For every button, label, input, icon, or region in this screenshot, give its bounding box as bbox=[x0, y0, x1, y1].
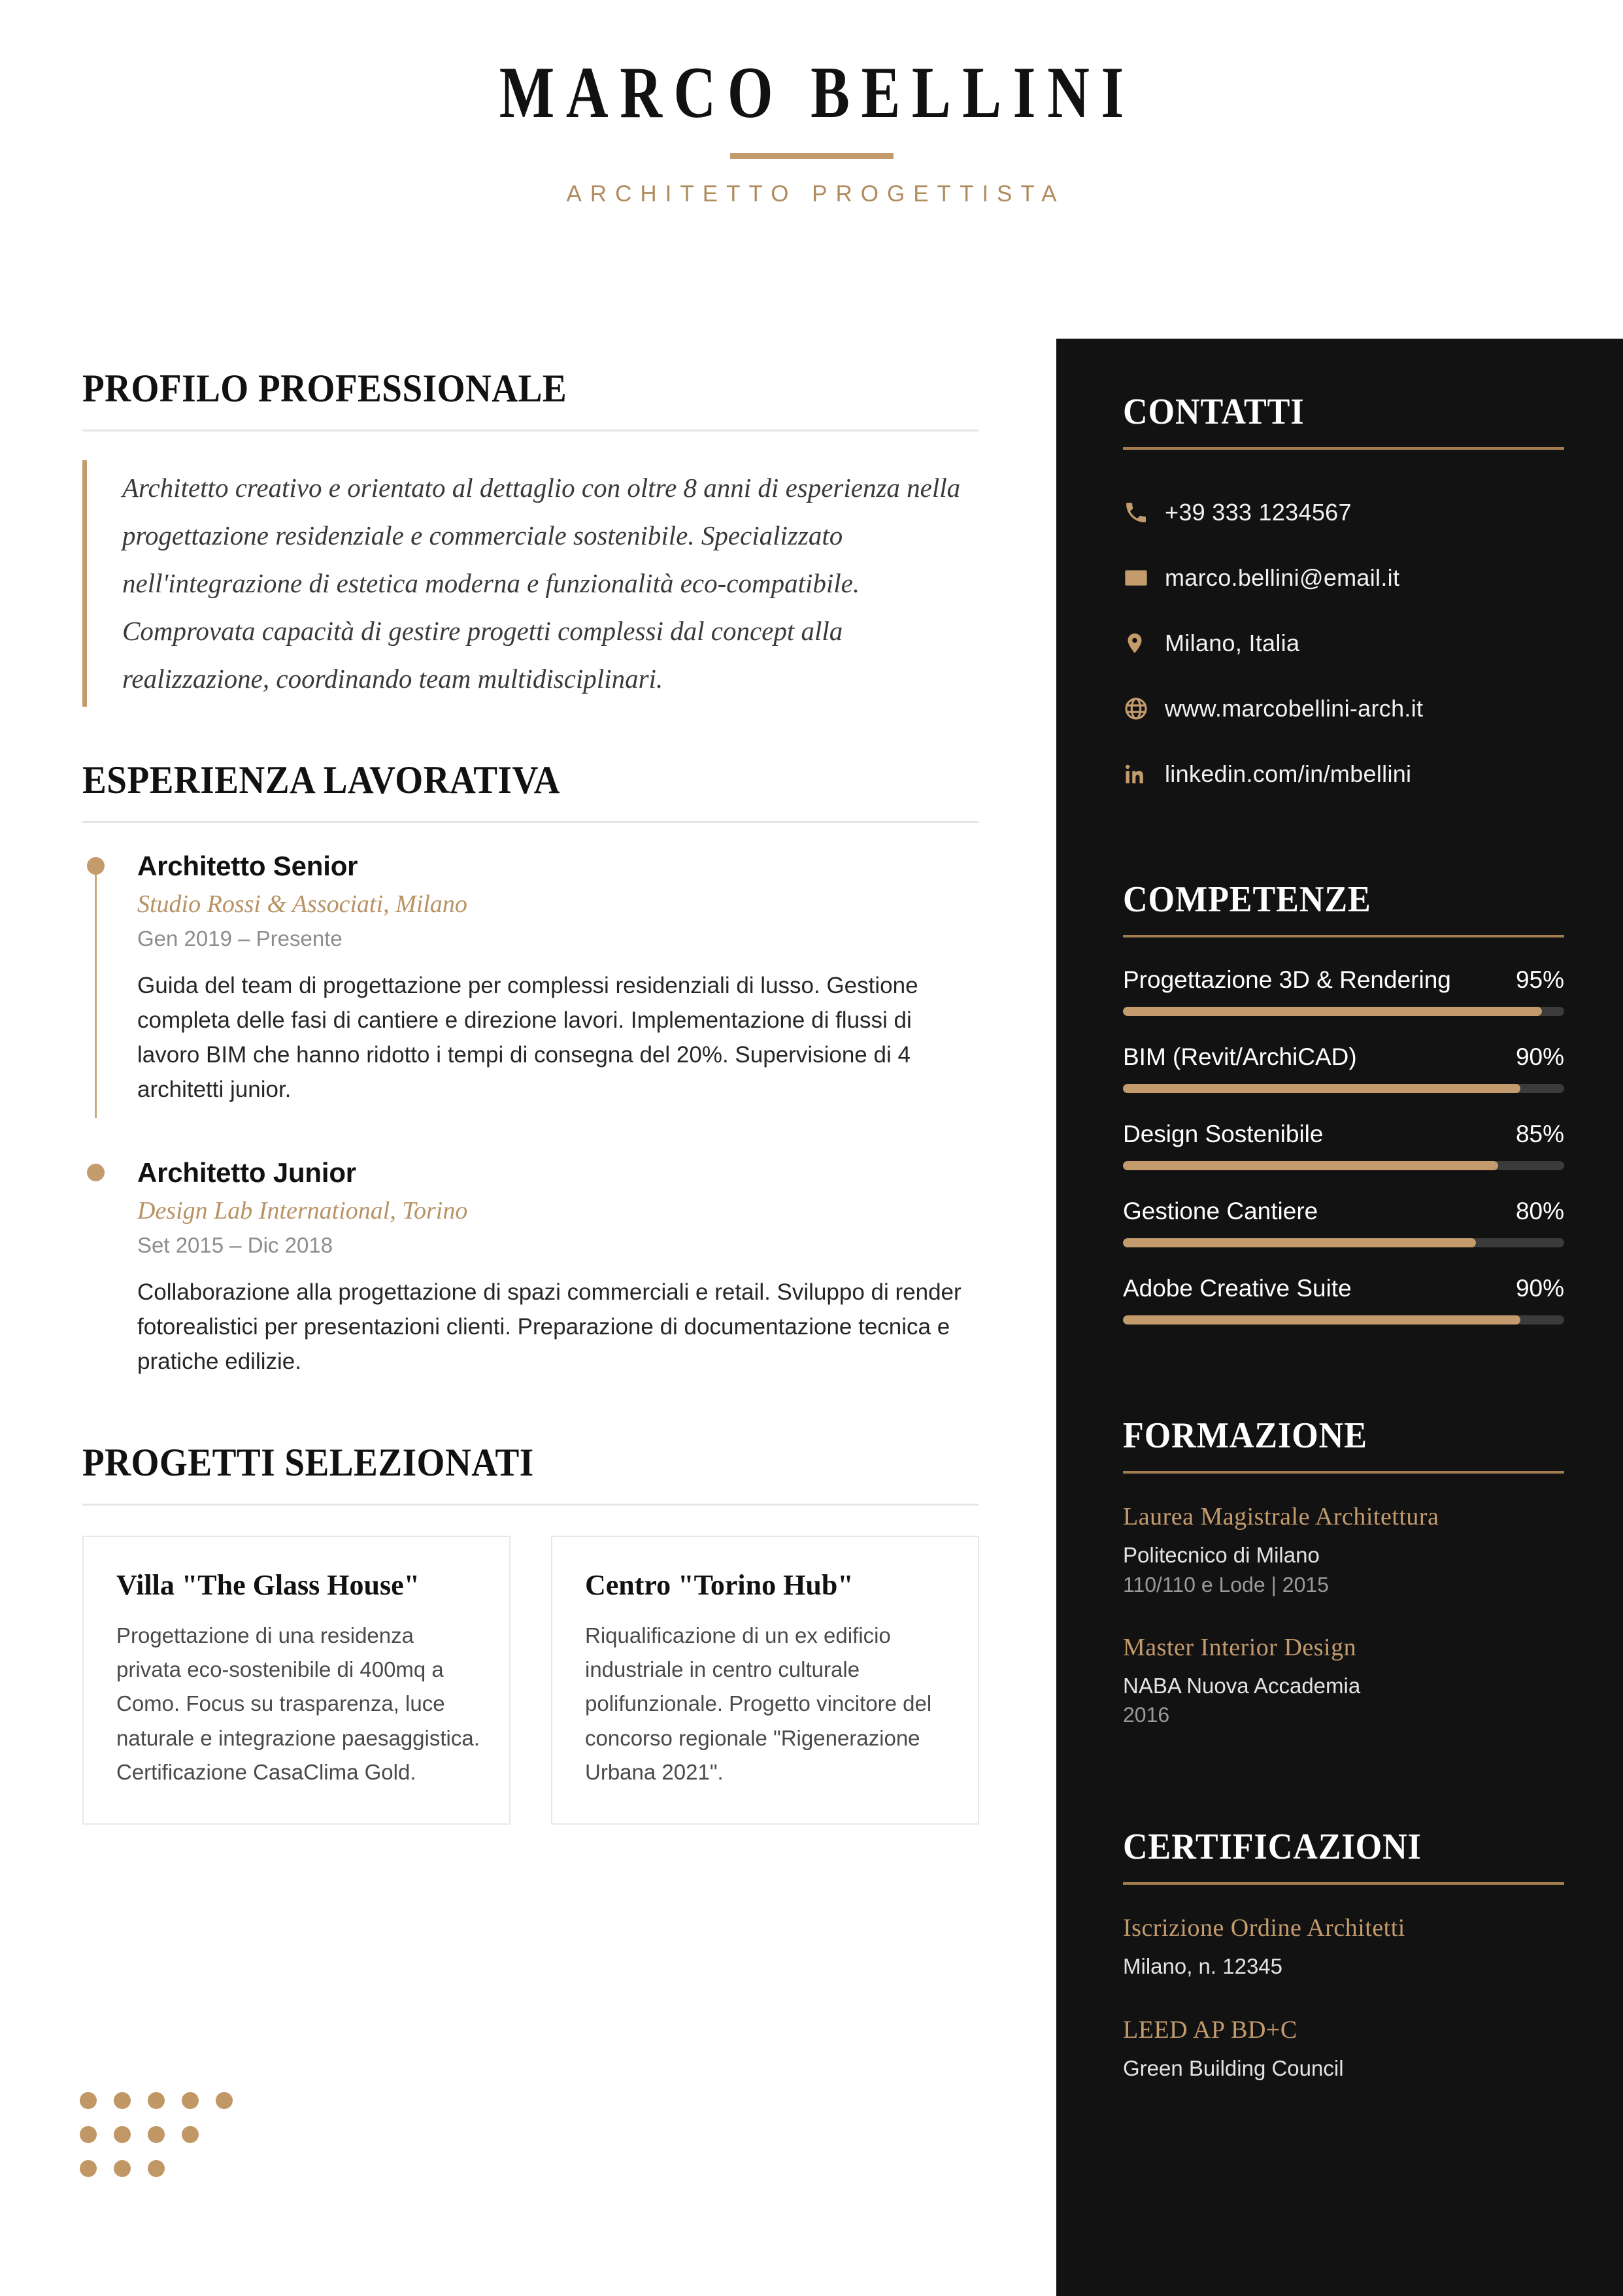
globe-icon bbox=[1123, 696, 1165, 722]
project-title: Centro "Torino Hub" bbox=[585, 1569, 854, 1602]
dot bbox=[80, 2092, 97, 2109]
spacer bbox=[1123, 807, 1564, 879]
dot-row bbox=[80, 2160, 233, 2177]
contact-item-email[interactable] bbox=[1123, 545, 1564, 611]
skill-progress-fill bbox=[1123, 1315, 1520, 1325]
projects-grid bbox=[82, 1536, 979, 1825]
skill-label: Adobe Creative Suite bbox=[1123, 1275, 1352, 1302]
education-school: NABA Nuova Accademia bbox=[1123, 1673, 1361, 1698]
education-degree: Laurea Magistrale Architettura bbox=[1123, 1503, 1439, 1530]
education-heading: FORMAZIONE bbox=[1123, 1415, 1367, 1456]
phone-icon bbox=[1123, 499, 1165, 526]
sidebar bbox=[1056, 339, 1623, 2296]
education-degree: Master Interior Design bbox=[1123, 1633, 1357, 1661]
contact-item-linkedin[interactable] bbox=[1123, 741, 1564, 807]
skill-progress-fill bbox=[1123, 1084, 1520, 1093]
skill-item bbox=[1123, 1121, 1564, 1170]
section-certifications bbox=[1123, 1826, 1564, 2083]
skills-heading-rule bbox=[1123, 935, 1564, 937]
dot bbox=[114, 2126, 131, 2143]
map-pin-icon bbox=[1123, 630, 1165, 656]
profile-text: Architetto creativo e orientato al dettaglio con oltre 8 anni di esperienza nella progettazione residenziale e commerciale sostenibile. Specializzato nell'integrazione di estetica moderna e funzionalità eco-compatibile. Comprovata capacità di gestire progetti complessi dal concept alla realizzazione, coordinando team multidisciplinari. bbox=[122, 473, 961, 694]
section-skills bbox=[1123, 879, 1564, 1325]
main-column bbox=[0, 366, 1056, 1825]
experience-dates: Gen 2019 – Presente bbox=[137, 926, 343, 951]
profile-quote bbox=[82, 460, 979, 707]
experience-heading-rule bbox=[82, 821, 979, 823]
certifications-heading: CERTIFICAZIONI bbox=[1123, 1827, 1422, 1868]
education-item bbox=[1123, 1633, 1564, 1730]
experience-description: Guida del team di progettazione per complessi residenziali di lusso. Gestione completa delle fasi di cantiere e direzione lavori. Implementazione di flussi di lavoro BIM che hanno ridotto i tempi di consegna del 20%. Supervisione di 4 architetti junior. bbox=[137, 972, 918, 1103]
project-description: Riqualificazione di un ex edificio industriale in centro culturale polifunzionale. Progetto vincitore del concorso regionale "Rigenerazione Urbana 2021". bbox=[585, 1623, 932, 1784]
education-meta: 2016 bbox=[1123, 1703, 1170, 1727]
header-divider bbox=[730, 153, 894, 159]
dot bbox=[148, 2126, 165, 2143]
contact-item-phone[interactable] bbox=[1123, 480, 1564, 545]
education-item bbox=[1123, 1502, 1564, 1599]
job-subtitle: ARCHITETTO PROGETTISTA bbox=[566, 180, 1065, 207]
spacer bbox=[82, 1118, 979, 1157]
skills-heading: COMPETENZE bbox=[1123, 879, 1371, 920]
skill-label: Gestione Cantiere bbox=[1123, 1198, 1318, 1224]
contacts-list bbox=[1123, 480, 1564, 807]
experience-item bbox=[82, 1157, 979, 1390]
profile-heading-rule bbox=[82, 430, 979, 431]
resume-header bbox=[0, 0, 1623, 207]
timeline-line bbox=[95, 864, 97, 1118]
experience-description: Collaborazione alla progettazione di spazi commerciali e retail. Sviluppo di render fotorealistici per presentazioni clienti. Preparazione di documentazione tecnica e pratiche edilizie. bbox=[137, 1279, 962, 1374]
dot bbox=[80, 2126, 97, 2143]
envelope-icon bbox=[1123, 565, 1165, 591]
skill-progress-track bbox=[1123, 1084, 1564, 1093]
dot bbox=[148, 2160, 165, 2177]
skill-percent: 80% bbox=[1515, 1198, 1564, 1224]
skill-progress-fill bbox=[1123, 1161, 1498, 1170]
skill-percent: 90% bbox=[1515, 1043, 1564, 1070]
education-heading-rule bbox=[1123, 1471, 1564, 1474]
contact-linkedin-value: linkedin.com/in/mbellini bbox=[1165, 760, 1412, 787]
section-education bbox=[1123, 1415, 1564, 1729]
project-description: Progettazione di una residenza privata eco-sostenibile di 400mq a Como. Focus su trasparenza, luce naturale e integrazione paesaggistica. Certificazione CasaClima Gold. bbox=[116, 1623, 480, 1784]
contact-phone-value: +39 333 1234567 bbox=[1165, 499, 1352, 526]
certification-title: Iscrizione Ordine Architetti bbox=[1123, 1914, 1405, 1942]
spacer bbox=[1123, 1352, 1564, 1415]
experience-role: Architetto Junior bbox=[137, 1156, 356, 1188]
decorative-dot-pattern bbox=[80, 2092, 233, 2194]
skill-item bbox=[1123, 1275, 1564, 1325]
experience-role: Architetto Senior bbox=[137, 850, 358, 881]
experience-item bbox=[82, 851, 979, 1118]
certifications-heading-rule bbox=[1123, 1882, 1564, 1885]
experience-company: Studio Rossi & Associati, Milano bbox=[137, 890, 467, 918]
skill-percent: 85% bbox=[1515, 1121, 1564, 1147]
experience-dates: Set 2015 – Dic 2018 bbox=[137, 1232, 333, 1257]
timeline-dot bbox=[87, 857, 105, 875]
dot bbox=[114, 2160, 131, 2177]
contact-location-value: Milano, Italia bbox=[1165, 630, 1300, 656]
certification-item bbox=[1123, 2016, 1564, 2084]
skill-progress-track bbox=[1123, 1315, 1564, 1325]
skill-item bbox=[1123, 966, 1564, 1016]
page-title: MARCO BELLINI bbox=[499, 52, 1135, 133]
education-list bbox=[1123, 1502, 1564, 1729]
certification-item bbox=[1123, 1914, 1564, 1982]
spacer bbox=[82, 1389, 979, 1440]
projects-heading-rule bbox=[82, 1504, 979, 1506]
contact-item-website[interactable] bbox=[1123, 676, 1564, 741]
skill-item bbox=[1123, 1198, 1564, 1247]
section-contacts bbox=[1123, 391, 1564, 807]
spacer bbox=[1123, 1763, 1564, 1826]
dot bbox=[216, 2092, 233, 2109]
contacts-heading: CONTATTI bbox=[1123, 392, 1305, 432]
section-projects bbox=[82, 1440, 979, 1825]
dot bbox=[182, 2092, 199, 2109]
linkedin-icon bbox=[1123, 762, 1165, 786]
certification-issuer: Green Building Council bbox=[1123, 2055, 1344, 2080]
skills-list bbox=[1123, 966, 1564, 1325]
contact-email-value: marco.bellini@email.it bbox=[1165, 564, 1400, 591]
contacts-heading-rule bbox=[1123, 447, 1564, 450]
dot bbox=[80, 2160, 97, 2177]
profile-heading: PROFILO PROFESSIONALE bbox=[82, 367, 567, 410]
certifications-list bbox=[1123, 1914, 1564, 2083]
skill-progress-track bbox=[1123, 1161, 1564, 1170]
skill-progress-fill bbox=[1123, 1007, 1542, 1016]
skill-progress-track bbox=[1123, 1007, 1564, 1016]
project-card bbox=[82, 1536, 510, 1825]
certification-issuer: Milano, n. 12345 bbox=[1123, 1954, 1283, 1979]
education-meta: 110/110 e Lode | 2015 bbox=[1123, 1572, 1329, 1596]
timeline-dot bbox=[87, 1164, 105, 1181]
spacer bbox=[82, 707, 979, 758]
skill-progress-fill bbox=[1123, 1238, 1476, 1247]
dot bbox=[114, 2092, 131, 2109]
skill-label: Progettazione 3D & Rendering bbox=[1123, 966, 1451, 993]
dot-row bbox=[80, 2126, 233, 2143]
skill-label: Design Sostenibile bbox=[1123, 1121, 1324, 1147]
skill-item bbox=[1123, 1043, 1564, 1093]
skill-label: BIM (Revit/ArchiCAD) bbox=[1123, 1043, 1357, 1070]
contact-website-value: www.marcobellini-arch.it bbox=[1165, 695, 1424, 722]
project-title: Villa "The Glass House" bbox=[116, 1569, 420, 1602]
education-school: Politecnico di Milano bbox=[1123, 1543, 1320, 1567]
contact-item-location[interactable] bbox=[1123, 611, 1564, 676]
section-experience bbox=[82, 758, 979, 1389]
dot-row bbox=[80, 2092, 233, 2109]
experience-list bbox=[82, 851, 979, 1389]
projects-heading: PROGETTI SELEZIONATI bbox=[82, 1441, 534, 1485]
skill-progress-track bbox=[1123, 1238, 1564, 1247]
experience-company: Design Lab International, Torino bbox=[137, 1196, 468, 1224]
dot bbox=[148, 2092, 165, 2109]
section-profile bbox=[82, 366, 979, 707]
skill-percent: 95% bbox=[1515, 966, 1564, 993]
experience-heading: ESPERIENZA LAVORATIVA bbox=[82, 758, 560, 802]
project-card bbox=[551, 1536, 979, 1825]
skill-percent: 90% bbox=[1515, 1275, 1564, 1302]
certification-title: LEED AP BD+C bbox=[1123, 2016, 1297, 2044]
dot bbox=[182, 2126, 199, 2143]
